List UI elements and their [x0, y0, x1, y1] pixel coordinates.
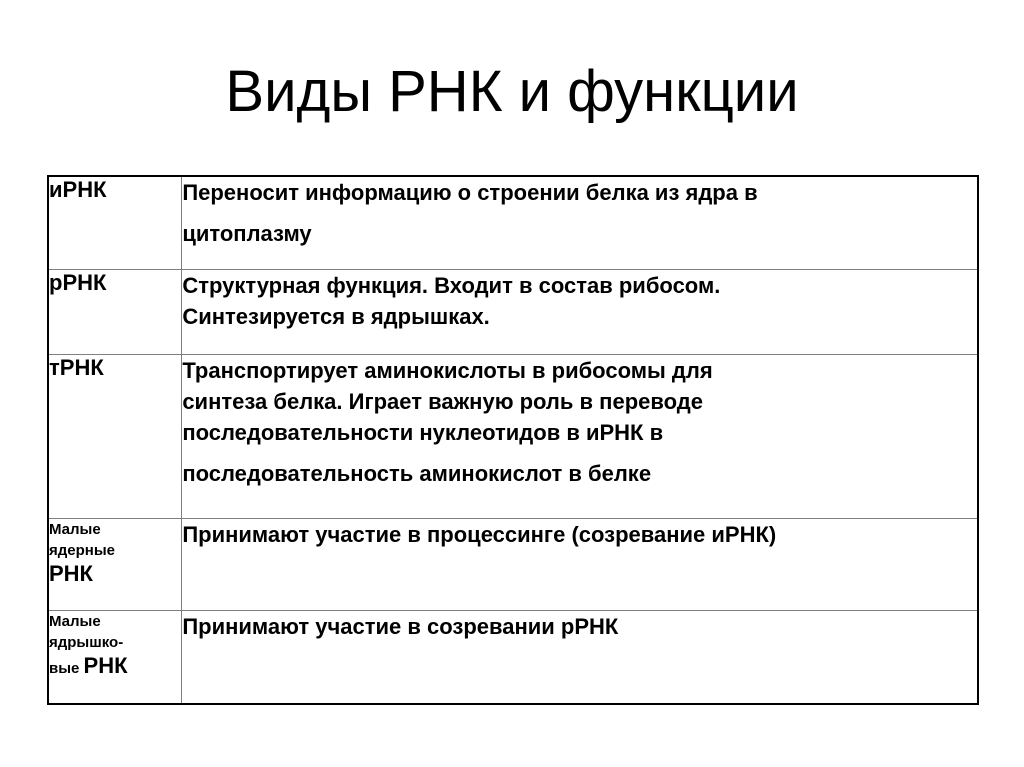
rna-type-name: рРНК — [48, 270, 182, 355]
function-line: Синтезируется в ядрышках. — [182, 304, 490, 329]
rna-type-name: иРНК — [48, 176, 182, 270]
function-line: Принимают участие в созревании рРНК — [182, 614, 619, 639]
slide-title: Виды РНК и функции — [225, 59, 799, 124]
rna-name-line: ядрышко- — [49, 634, 124, 651]
rna-types-table — [47, 175, 979, 705]
rna-function — [182, 519, 978, 611]
function-line: последовательности нуклеотидов в иРНК в — [182, 420, 664, 445]
function-line: последовательность аминокислот в белке — [182, 461, 652, 486]
table-row — [48, 611, 978, 705]
function-line: Структурная функция. Входит в состав рибосом. — [182, 273, 721, 298]
rna-name-line: Малые — [49, 613, 101, 630]
rna-function — [182, 270, 978, 355]
function-line: цитоплазму — [182, 221, 312, 246]
function-line: синтеза белка. Играет важную роль в переводе — [182, 389, 703, 414]
rna-type-name: тРНК — [48, 355, 182, 519]
rna-type-name — [48, 519, 182, 611]
rna-name-prefix: вые — [49, 660, 84, 677]
rna-function — [182, 611, 978, 705]
table-row — [48, 519, 978, 611]
function-line: Транспортирует аминокислоты в рибосомы для — [182, 358, 713, 383]
rna-name-line: Малые — [49, 521, 101, 538]
rna-name-line: ядерные — [49, 542, 115, 559]
table-row — [48, 270, 978, 355]
rna-name-tail: РНК — [49, 561, 93, 586]
table-row — [48, 176, 978, 270]
rna-function — [182, 355, 978, 519]
rna-name-tail: РНК — [83, 653, 128, 678]
function-line: Переносит информацию о строении белка из ядра в — [182, 180, 758, 205]
rna-type-name — [48, 611, 182, 705]
function-line: Принимают участие в процессинге (созревание иРНК) — [182, 522, 777, 547]
table-row — [48, 355, 978, 519]
rna-function — [182, 176, 978, 270]
